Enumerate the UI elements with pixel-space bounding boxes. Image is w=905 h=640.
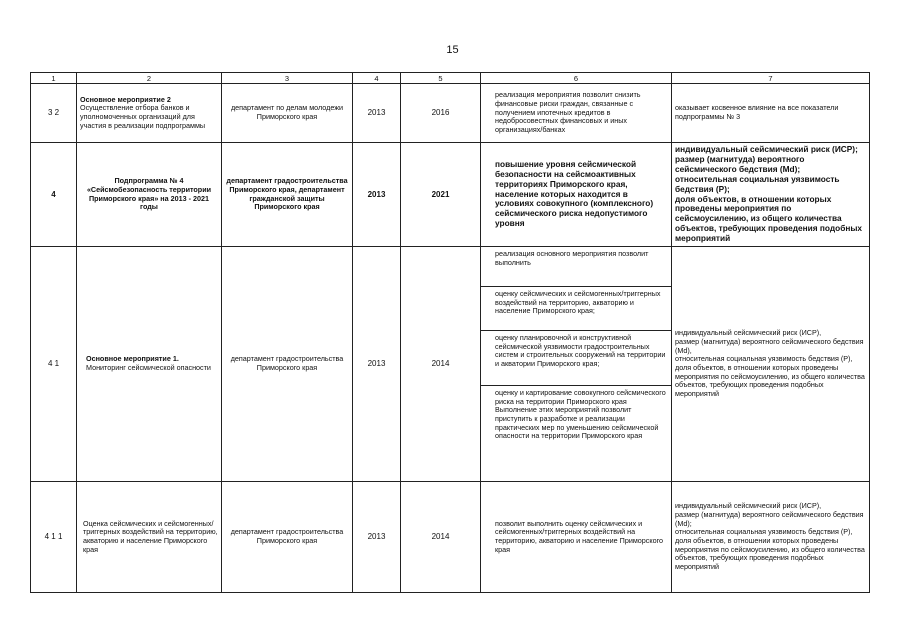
result-item: оценку планировочной и конструктивной сейсмической уязвимости градостроительных систем и строительных сооружений на территории и акватории Приморского края;	[481, 331, 671, 386]
header-cell: 6	[481, 73, 672, 84]
result-item: оценку и картирование совокупного сейсмического риска на территории Приморского края Выполнение этих мероприятий позволит приступить к разработке и реализации практических мер по уменьшению сейсмической опасности на территории Приморского края	[495, 388, 666, 441]
indicator-line: индивидуальный сейсмический риск (ИСР),	[675, 328, 822, 338]
indicator-line: размер (магнитуда) вероятного сейсмического бедствия (Md);	[675, 510, 864, 528]
row-code: 4 1 1	[31, 482, 77, 593]
header-cell: 5	[401, 73, 481, 84]
row-indicators	[672, 482, 870, 593]
row-start-year: 2013	[353, 247, 401, 482]
table-row	[31, 84, 870, 143]
row-executor: департамент градостроительства Приморского края	[222, 247, 353, 482]
table-row	[31, 143, 870, 247]
row-end-year: 2014	[401, 247, 481, 482]
indicator-line: индивидуальный сейсмический риск (ИСР);	[675, 143, 858, 154]
indicator-line: относительная социальная уязвимость бедствия (Р),	[675, 354, 853, 364]
result-item: реализация основного мероприятия позволит выполнить	[481, 247, 671, 287]
row-executor: департамент градостроительства Приморского края	[222, 482, 353, 593]
row-name: Оценка сейсмических и сейсмогенных/триггерных воздействий на территорию, акваторию и население Приморского края	[77, 482, 222, 593]
table-row	[31, 247, 870, 482]
row-code: 4 1	[31, 247, 77, 482]
row-indicators	[672, 247, 870, 482]
row-result: позволит выполнить оценку сейсмических и сейсмогенных/триггерных воздействий на территорию, акваторию и население Приморского края	[481, 482, 672, 593]
row-name-text: Мониторинг сейсмической опасности	[86, 363, 211, 372]
indicator-line: относительная социальная уязвимость бедствия (Р);	[675, 173, 840, 194]
row-results	[481, 247, 672, 482]
row-name	[77, 247, 222, 482]
row-indicators	[672, 143, 870, 247]
row-result: реализация мероприятия позволит снизить финансовые риски граждан, связанные с получением ипотечных кредитов в недобросовестных финансовых и иных организациях/банках	[481, 84, 672, 143]
row-name	[77, 84, 222, 143]
indicator-line: размер (магнитуда) вероятного сейсмического бедствия (Md);	[675, 153, 805, 174]
header-cell: 3	[222, 73, 353, 84]
row-end-year: 2014	[401, 482, 481, 593]
row-start-year: 2013	[353, 482, 401, 593]
indicator-line: относительная социальная уязвимость бедствия (Р),	[675, 527, 853, 537]
row-name-title: Основное мероприятие 2	[80, 94, 171, 104]
header-cell: 4	[353, 73, 401, 84]
indicator-line: доля объектов, в отношении которых проведены мероприятия по сейсмоусилению, из общего количества объектов, требующих проведения подобных мероприятий	[675, 193, 863, 244]
indicator-line: индивидуальный сейсмический риск (ИСР),	[675, 501, 822, 511]
row-result: повышение уровня сейсмической безопасности на сейсмоактивных территориях Приморского края, население которых находится в условиях совокупного (комплексного) сейсмического риска недопустимого уровня	[481, 143, 672, 247]
row-name: Подпрограмма № 4 «Сейсмобезопасность территории Приморского края» на 2013 - 2021 годы	[77, 143, 222, 247]
table-row	[31, 482, 870, 593]
row-name-text: Осуществление отбора банков и уполномоченных организаций для участия в реализации подпрограммы	[80, 103, 206, 130]
row-code: 4	[31, 143, 77, 247]
indicator-line: размер (магнитуда) вероятного сейсмического бедствия (Md),	[675, 337, 864, 355]
row-executor: департамент по делам молодежи Приморского края	[222, 84, 353, 143]
indicator-line: доля объектов, в отношении которых проведены мероприятия по сейсмоусилению, из общего количества объектов, требующих проведения подобных мероприятий	[675, 536, 865, 571]
row-end-year: 2021	[401, 143, 481, 247]
page-number: 15	[446, 44, 459, 56]
header-row	[31, 73, 870, 84]
row-executor: департамент градостроительства Приморского края, департамент гражданской защиты Приморского края	[222, 143, 353, 247]
row-end-year: 2016	[401, 84, 481, 143]
row-indicators: оказывает косвенное влияние на все показатели подпрограммы № 3	[672, 84, 870, 143]
row-start-year: 2013	[353, 143, 401, 247]
program-table	[30, 72, 870, 593]
header-cell: 1	[31, 73, 77, 84]
row-start-year: 2013	[353, 84, 401, 143]
row-code: 3 2	[31, 84, 77, 143]
row-name-title: Основное мероприятие 1.	[86, 354, 179, 364]
header-cell: 2	[77, 73, 222, 84]
header-cell: 7	[672, 73, 870, 84]
indicator-line: доля объектов, в отношении которых проведены мероприятия по сейсмоусилению, из общего количества объектов, требующих проведения подобных мероприятий	[675, 363, 865, 398]
result-item: оценку сейсмических и сейсмогенных/триггерных воздействий на территорию, акваторию и население Приморского края;	[481, 287, 671, 331]
